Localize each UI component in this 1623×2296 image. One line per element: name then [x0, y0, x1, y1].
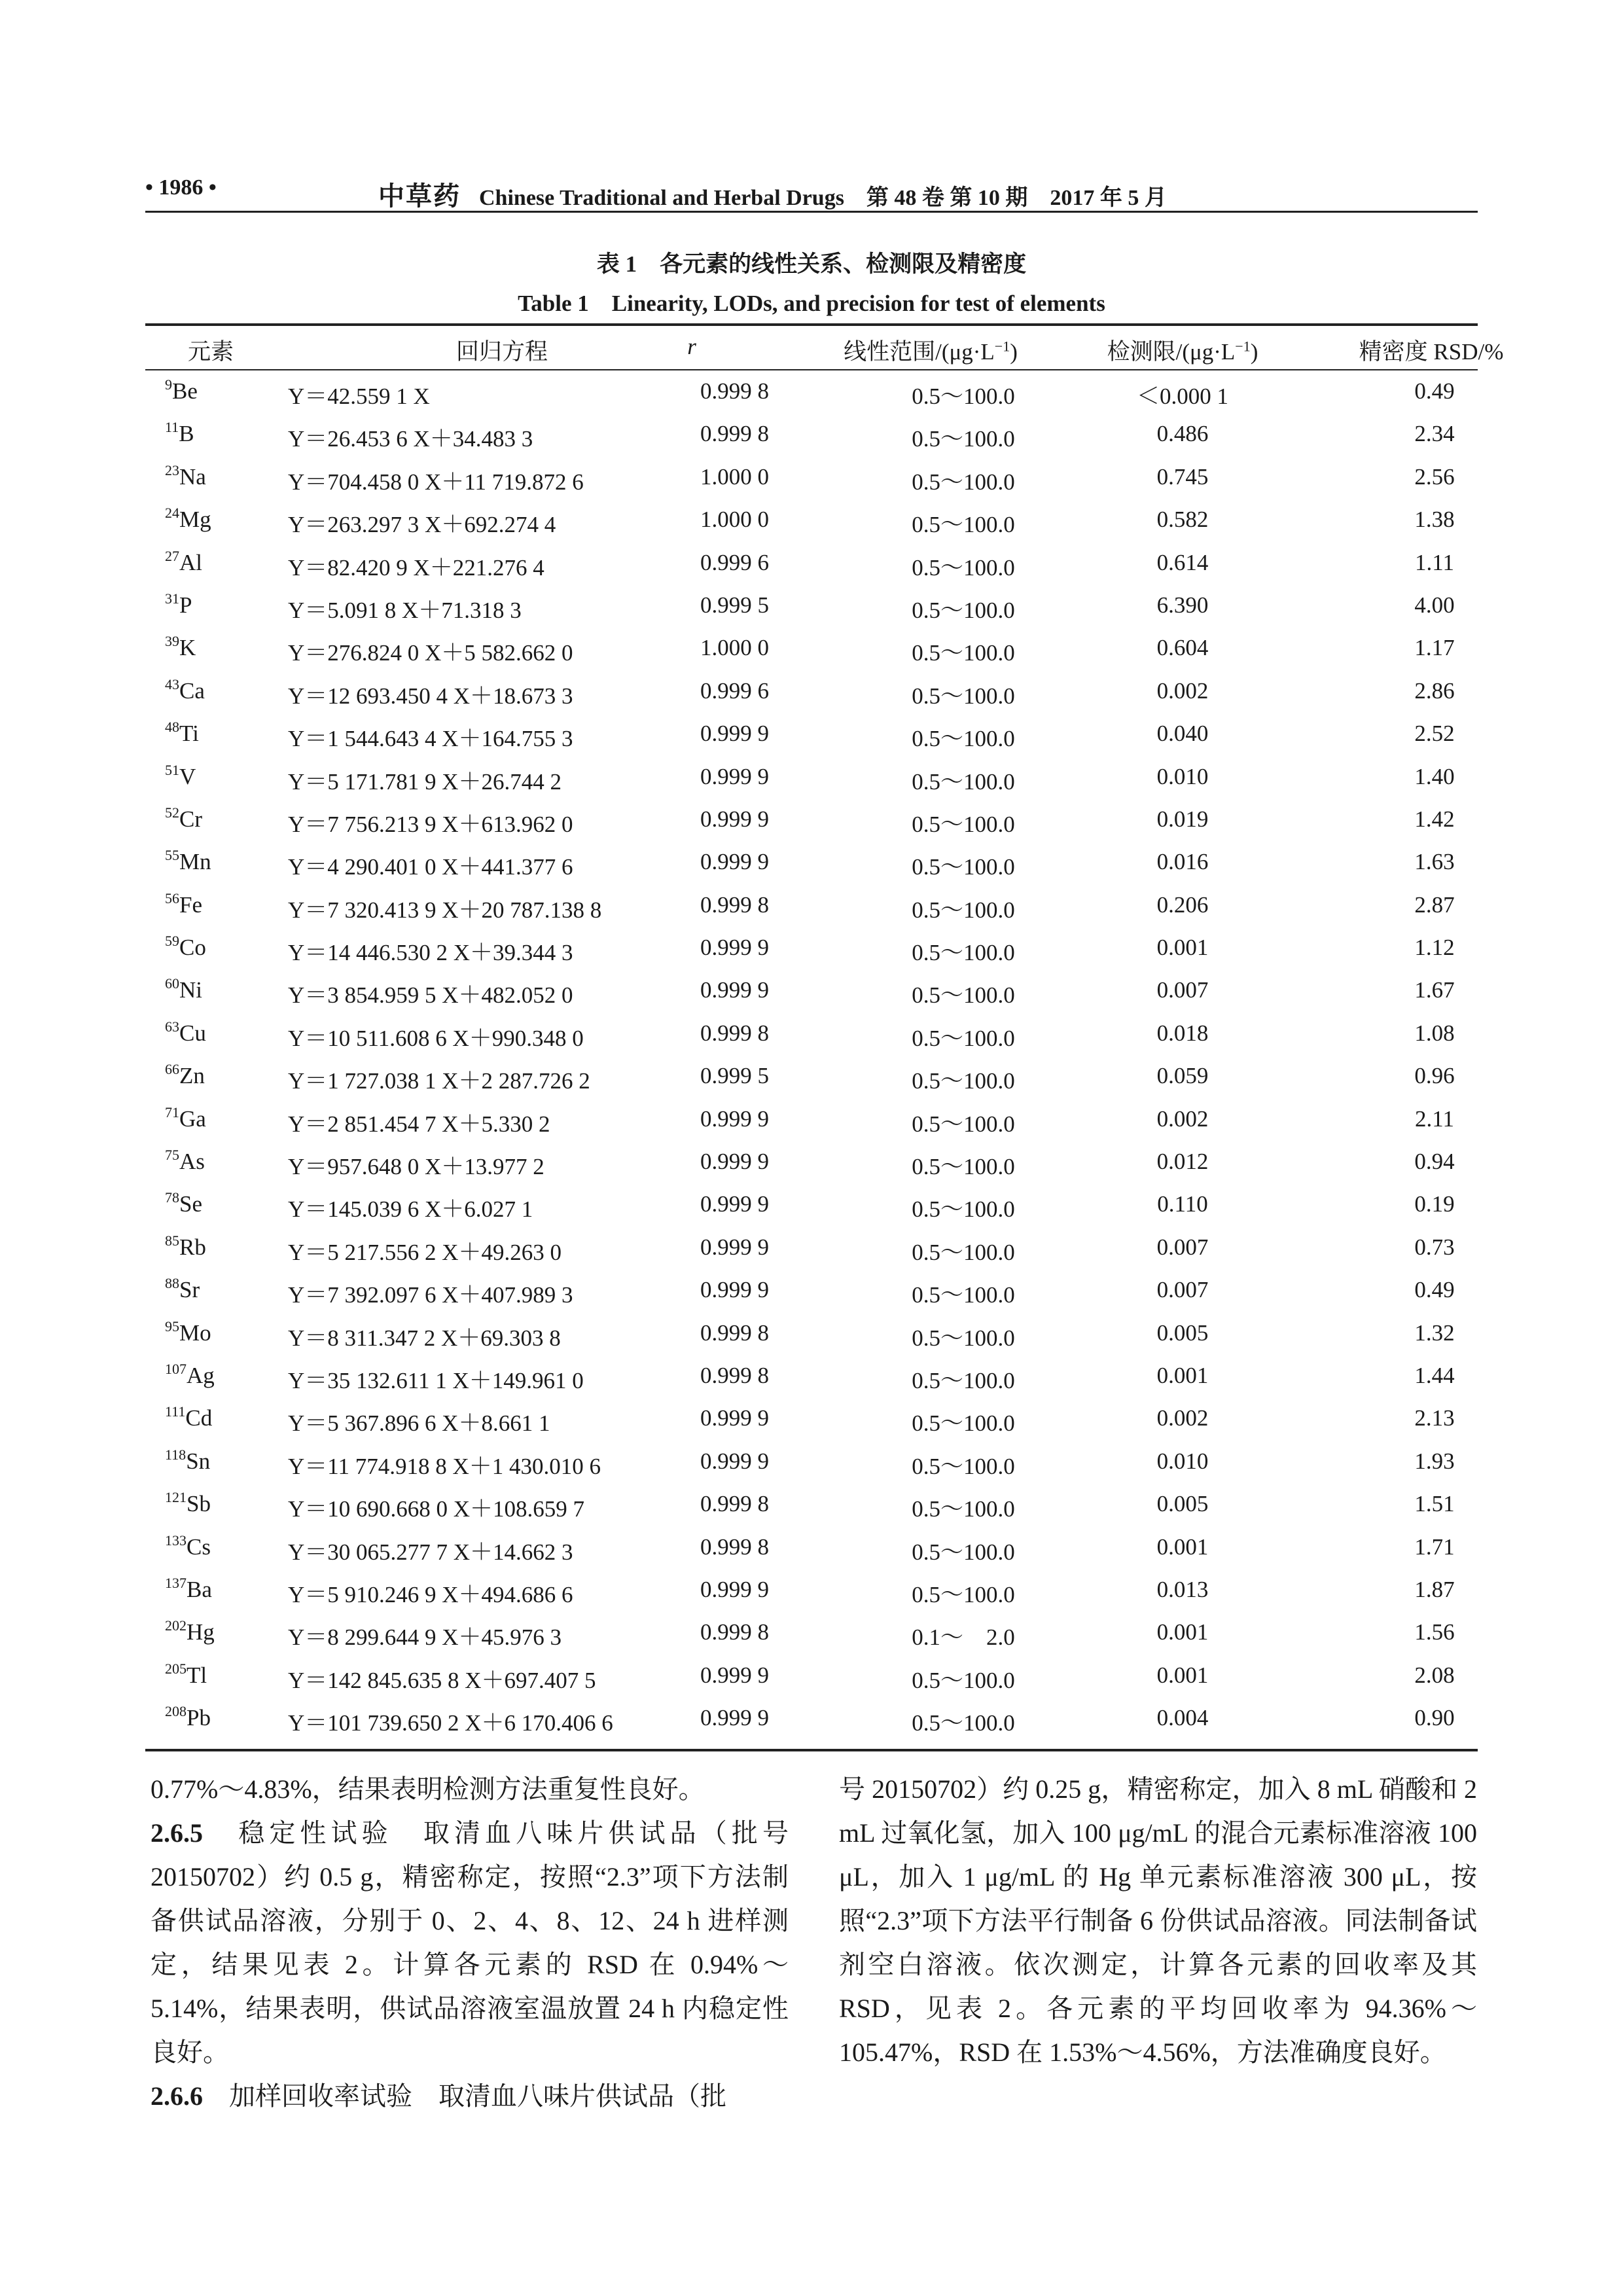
cell-equation: Y＝5.091 8 X＋71.318 3 — [288, 597, 522, 623]
cell-r: 0.999 8 — [700, 1534, 769, 1560]
cell-equation: Y＝42.559 1 X — [288, 384, 430, 409]
cell-equation: Y＝1 544.643 4 X＋164.755 3 — [288, 726, 573, 752]
cell-element: $^{88}$Sr — [165, 1275, 200, 1303]
cell-element: $^{56}$Fe — [165, 889, 202, 918]
cell-rsd: 0.90 — [1414, 1705, 1455, 1731]
table-row — [145, 417, 1478, 459]
cell-r: 0.999 9 — [700, 1191, 769, 1217]
table-row — [145, 888, 1478, 931]
cell-rsd: 1.71 — [1414, 1534, 1455, 1560]
cell-rsd: 0.96 — [1414, 1063, 1455, 1089]
cell-lod: 0.604 — [1156, 635, 1209, 661]
paragraph: 加样回收率试验 取清血八味片供试品（批 — [203, 2081, 726, 2111]
section-number: 2.6.6 — [151, 2081, 203, 2111]
cell-range: 0.5～100.0 — [912, 1196, 1015, 1223]
cell-element: $^{60}$Ni — [165, 975, 202, 1003]
cell-rsd: 0.94 — [1414, 1149, 1455, 1175]
cell-lod: 0.010 — [1156, 763, 1209, 789]
section-2-6-5 — [151, 1811, 789, 2074]
cell-r: 0.999 9 — [700, 977, 769, 1003]
cell-r: 0.999 9 — [700, 1705, 769, 1731]
cell-rsd: 1.08 — [1414, 1020, 1455, 1046]
cell-lod: 0.005 — [1156, 1491, 1209, 1517]
cell-element: $^{118}$Sn — [165, 1446, 211, 1474]
cell-element: $^{208}$Pb — [165, 1703, 211, 1731]
cell-range: 0.5～100.0 — [912, 1710, 1015, 1736]
cell-r: 0.999 8 — [700, 1362, 769, 1388]
table-row — [145, 1187, 1478, 1230]
cell-equation: Y＝82.420 9 X＋221.276 4 — [288, 554, 544, 581]
cell-rsd: 1.40 — [1414, 763, 1455, 789]
cell-range: 0.5～100.0 — [912, 811, 1015, 837]
body-column-right — [839, 1767, 1477, 2074]
cell-range: 0.5～100.0 — [912, 1667, 1015, 1693]
cell-equation: Y＝12 693.450 4 X＋18.673 3 — [288, 683, 573, 709]
cell-range: 0.5～100.0 — [912, 1282, 1015, 1308]
cell-rsd: 2.11 — [1415, 1105, 1454, 1132]
page-number: • 1986 • — [145, 175, 217, 200]
cell-rsd: 1.42 — [1414, 806, 1455, 832]
cell-r: 0.999 9 — [700, 1448, 769, 1474]
cell-lod: 0.110 — [1157, 1191, 1208, 1217]
cell-lod: 0.002 — [1156, 1105, 1209, 1132]
journal-title — [378, 175, 1167, 213]
cell-equation: Y＝7 320.413 9 X＋20 787.138 8 — [288, 897, 602, 923]
header-r: r — [687, 334, 696, 359]
cell-element: $^{59}$Co — [165, 933, 206, 961]
table-row — [145, 588, 1478, 631]
cell-range: 0.5～100.0 — [912, 1453, 1015, 1479]
cell-equation: Y＝3 854.959 5 X＋482.052 0 — [288, 982, 573, 1009]
cell-lod: ＜0.000 1 — [1136, 384, 1228, 409]
table-row — [145, 760, 1478, 802]
table-row — [145, 802, 1478, 845]
table-row — [145, 1145, 1478, 1187]
cell-lod: 0.001 — [1156, 1619, 1209, 1645]
cell-element: $^{75}$As — [165, 1147, 205, 1175]
table-top-rule — [145, 323, 1478, 326]
cell-lod: 0.012 — [1156, 1149, 1209, 1175]
cell-r: 0.999 8 — [700, 421, 769, 447]
header-element: 元素 — [187, 339, 234, 365]
table-row — [145, 460, 1478, 503]
cell-equation: Y＝276.824 0 X＋5 582.662 0 — [288, 640, 573, 666]
table-row — [145, 931, 1478, 973]
body-column-left — [151, 1767, 789, 2118]
cell-lod: 0.013 — [1156, 1576, 1209, 1602]
cell-range: 0.5～100.0 — [912, 1581, 1015, 1607]
cell-range: 0.5～100.0 — [912, 1410, 1015, 1437]
cell-element: $^{39}$K — [165, 633, 196, 661]
table-caption-cn: 表 1 各元素的线性关系、检测限及精密度 — [596, 251, 1027, 277]
cell-r: 0.999 9 — [700, 806, 769, 832]
cell-equation: Y＝5 171.781 9 X＋26.744 2 — [288, 768, 562, 795]
cell-element: $^{107}$Ag — [165, 1360, 215, 1388]
cell-r: 0.999 8 — [700, 1619, 769, 1645]
table-bottom-rule — [145, 1749, 1478, 1751]
cell-range: 0.5～100.0 — [912, 1154, 1015, 1180]
cell-range: 0.5～100.0 — [912, 897, 1015, 923]
cell-range: 0.5～100.0 — [912, 554, 1015, 581]
cell-r: 0.999 8 — [700, 378, 769, 404]
cell-range: 0.5～100.0 — [912, 1367, 1015, 1393]
cell-element: $^{202}$Hg — [165, 1617, 215, 1645]
header-rule — [145, 211, 1478, 213]
cell-lod: 0.019 — [1156, 806, 1209, 832]
table-row — [145, 503, 1478, 545]
table-row — [145, 1659, 1478, 1701]
cell-lod: 0.002 — [1156, 677, 1209, 704]
cell-r: 0.999 9 — [700, 935, 769, 961]
journal-info: Chinese Traditional and Herbal Drugs 第 48 卷 第 10 期 2017 年 5 月 — [479, 186, 1167, 210]
cell-r: 0.999 6 — [700, 549, 769, 575]
cell-equation: Y＝30 065.277 7 X＋14.662 3 — [288, 1539, 573, 1565]
cell-range: 0.5～100.0 — [912, 512, 1015, 538]
cell-equation: Y＝2 851.454 7 X＋5.330 2 — [288, 1111, 550, 1137]
cell-equation: Y＝10 690.668 0 X＋108.659 7 — [288, 1496, 585, 1522]
table-row — [145, 374, 1478, 417]
cell-range: 0.5～100.0 — [912, 854, 1015, 880]
section-2-6-6 — [151, 2074, 789, 2118]
cell-lod: 0.007 — [1156, 1277, 1209, 1303]
cell-rsd: 0.19 — [1414, 1191, 1455, 1217]
cell-lod: 0.016 — [1156, 849, 1209, 875]
section-number: 2.6.5 — [151, 1818, 203, 1848]
cell-rsd: 2.08 — [1414, 1662, 1455, 1688]
cell-lod: 0.040 — [1156, 721, 1209, 747]
table-row — [145, 1230, 1478, 1273]
cell-rsd: 2.87 — [1414, 891, 1455, 918]
table-row — [145, 1102, 1478, 1145]
table-row — [145, 1615, 1478, 1658]
cell-rsd: 2.34 — [1414, 421, 1455, 447]
table-row — [145, 973, 1478, 1016]
table-row — [145, 1530, 1478, 1573]
cell-element: $^{24}$Mg — [165, 505, 211, 533]
cell-lod: 0.004 — [1156, 1705, 1209, 1731]
cell-lod: 0.010 — [1156, 1448, 1209, 1474]
cell-equation: Y＝10 511.608 6 X＋990.348 0 — [288, 1025, 584, 1051]
cell-lod: 0.005 — [1156, 1319, 1209, 1346]
cell-equation: Y＝8 311.347 2 X＋69.303 8 — [288, 1325, 561, 1351]
cell-element: $^{137}$Ba — [165, 1574, 212, 1602]
cell-element: $^{23}$Na — [165, 461, 206, 490]
cell-r: 0.999 8 — [700, 891, 769, 918]
cell-element: $^{133}$Cs — [165, 1532, 211, 1560]
cell-rsd: 1.93 — [1414, 1448, 1455, 1474]
cell-element: $^{66}$Zn — [165, 1061, 205, 1089]
cell-lod: 0.001 — [1156, 1362, 1209, 1388]
cell-r: 1.000 0 — [700, 507, 769, 533]
cell-element: $^{78}$Se — [165, 1189, 202, 1217]
cell-r: 0.999 9 — [700, 1105, 769, 1132]
cell-range: 0.5～100.0 — [912, 683, 1015, 709]
cell-r: 0.999 9 — [700, 1576, 769, 1602]
cell-rsd: 1.56 — [1414, 1619, 1455, 1645]
table-row — [145, 1573, 1478, 1615]
cell-rsd: 2.13 — [1414, 1405, 1455, 1431]
cell-rsd: 1.87 — [1414, 1576, 1455, 1602]
cell-r: 0.999 5 — [700, 1063, 769, 1089]
header-rsd: 精密度 RSD/% — [1359, 339, 1504, 365]
cell-lod: 6.390 — [1156, 592, 1209, 618]
page-header — [145, 175, 1478, 212]
cell-equation: Y＝26.453 6 X＋34.483 3 — [288, 426, 533, 452]
table-row — [145, 1059, 1478, 1102]
cell-r: 0.999 9 — [700, 1149, 769, 1175]
cell-element: $^{31}$P — [165, 590, 192, 618]
cell-r: 0.999 9 — [700, 1234, 769, 1260]
cell-element: $^{111}$Cd — [165, 1403, 213, 1431]
table-row — [145, 1444, 1478, 1487]
cell-r: 1.000 0 — [700, 463, 769, 490]
cell-range: 0.5～100.0 — [912, 469, 1015, 495]
cell-r: 1.000 0 — [700, 635, 769, 661]
cell-element: $^{63}$Cu — [165, 1018, 206, 1046]
table-row — [145, 845, 1478, 888]
cell-rsd: 1.17 — [1414, 635, 1455, 661]
table-row — [145, 1273, 1478, 1316]
journal-logo-cn: 中草药 — [378, 181, 461, 211]
table-caption-en: Table 1 Linearity, LODs, and precision for test of elements — [518, 291, 1105, 316]
cell-element: $^{52}$Cr — [165, 804, 202, 832]
cell-range: 0.5～100.0 — [912, 597, 1015, 623]
cell-rsd: 0.49 — [1414, 1277, 1455, 1303]
cell-range: 0.5～100.0 — [912, 940, 1015, 966]
cell-equation: Y＝704.458 0 X＋11 719.872 6 — [288, 469, 584, 495]
cell-range: 0.5～100.0 — [912, 1539, 1015, 1565]
cell-range: 0.5～100.0 — [912, 1025, 1015, 1051]
cell-element: $^{27}$Al — [165, 547, 202, 575]
cell-lod: 0.582 — [1156, 507, 1209, 533]
cell-r: 0.999 8 — [700, 1491, 769, 1517]
table-header-rule — [145, 369, 1478, 370]
cell-r: 0.999 8 — [700, 1319, 769, 1346]
cell-equation: Y＝4 290.401 0 X＋441.377 6 — [288, 854, 573, 880]
cell-element: $^{71}$Ga — [165, 1103, 206, 1132]
header-lod: 检测限$/(\mu g\cdot L^{-1})$ — [1107, 338, 1258, 365]
cell-equation: Y＝263.297 3 X＋692.274 4 — [288, 512, 556, 538]
cell-lod: 0.018 — [1156, 1020, 1209, 1046]
cell-lod: 0.206 — [1156, 891, 1209, 918]
cell-r: 0.999 6 — [700, 677, 769, 704]
cell-r: 0.999 9 — [700, 1405, 769, 1431]
cell-equation: Y＝957.648 0 X＋13.977 2 — [288, 1154, 544, 1180]
cell-range: 0.5～100.0 — [912, 1068, 1015, 1094]
table-row — [145, 1487, 1478, 1530]
cell-lod: 0.486 — [1156, 421, 1209, 447]
cell-range: 0.5～100.0 — [912, 640, 1015, 666]
cell-equation: Y＝142 845.635 8 X＋697.407 5 — [288, 1667, 596, 1693]
cell-element: $^{43}$Ca — [165, 675, 205, 704]
cell-element: $^{51}$V — [165, 761, 196, 789]
table-body — [145, 374, 1478, 1744]
paragraph: 0.77%～4.83%，结果表明检测方法重复性良好。 — [151, 1774, 705, 1804]
paragraph: 稳定性试验 取清血八味片供试品（批号 20150702）约 0.5 g，精密称定，按照“2.3”项下方法制备供试品溶液，分别于 0、2、4、8、12、24 h 进样测定，结果见表 2。计算各元素的 RSD 在 0.94%～5.14%，结果表明，供试品溶液室温放置 24 h 内稳定性良好。 — [151, 1818, 789, 2067]
cell-range: 0.5～100.0 — [912, 1496, 1015, 1522]
cell-lod: 0.059 — [1156, 1063, 1209, 1089]
cell-rsd: 1.12 — [1414, 935, 1455, 961]
cell-range: 0.5～100.0 — [912, 726, 1015, 752]
cell-rsd: 2.56 — [1414, 463, 1455, 490]
cell-r: 0.999 9 — [700, 721, 769, 747]
cell-equation: Y＝1 727.038 1 X＋2 287.726 2 — [288, 1068, 590, 1094]
cell-range: 0.5～100.0 — [912, 982, 1015, 1009]
cell-r: 0.999 9 — [700, 1277, 769, 1303]
cell-element: $^{121}$Sb — [165, 1489, 211, 1517]
cell-range: 0.5～100.0 — [912, 384, 1015, 409]
cell-lod: 0.007 — [1156, 977, 1209, 1003]
cell-range: 0.5～100.0 — [912, 1111, 1015, 1137]
cell-r: 0.999 5 — [700, 592, 769, 618]
cell-element: $^{11}$B — [165, 419, 194, 447]
cell-range: 0.5～100.0 — [912, 426, 1015, 452]
table-row — [145, 1701, 1478, 1744]
cell-element: $^{48}$Ti — [165, 719, 199, 747]
cell-lod: 0.007 — [1156, 1234, 1209, 1260]
cell-equation: Y＝101 739.650 2 X＋6 170.406 6 — [288, 1710, 613, 1736]
cell-rsd: 1.67 — [1414, 977, 1455, 1003]
cell-lod: 0.745 — [1156, 463, 1209, 490]
cell-lod: 0.001 — [1156, 1662, 1209, 1688]
cell-equation: Y＝8 299.644 9 X＋45.976 3 — [288, 1624, 562, 1651]
table-row — [145, 546, 1478, 588]
cell-range: 0.1～ 2.0 — [912, 1624, 1015, 1651]
cell-equation: Y＝5 910.246 9 X＋494.686 6 — [288, 1581, 573, 1607]
cell-equation: Y＝5 367.896 6 X＋8.661 1 — [288, 1410, 550, 1437]
table-row — [145, 631, 1478, 673]
cell-rsd: 2.52 — [1414, 721, 1455, 747]
cell-equation: Y＝5 217.556 2 X＋49.263 0 — [288, 1239, 562, 1265]
cell-range: 0.5～100.0 — [912, 1325, 1015, 1351]
cell-range: 0.5～100.0 — [912, 1239, 1015, 1265]
cell-element: $^{55}$Mn — [165, 847, 211, 875]
table-header — [145, 329, 1504, 368]
cell-r: 0.999 9 — [700, 1662, 769, 1688]
cell-r: 0.999 9 — [700, 849, 769, 875]
cell-lod: 0.002 — [1156, 1405, 1209, 1431]
table-row — [145, 717, 1478, 759]
header-range: 线性范围$/(\mu g\cdot L^{-1})$ — [844, 338, 1018, 365]
cell-rsd: 0.49 — [1414, 378, 1455, 404]
cell-rsd: 1.44 — [1414, 1362, 1455, 1388]
cell-rsd: 1.38 — [1414, 507, 1455, 533]
header-equation: 回归方程 — [455, 339, 548, 365]
cell-rsd: 1.51 — [1414, 1491, 1455, 1517]
cell-rsd: 1.63 — [1414, 849, 1455, 875]
cell-equation: Y＝35 132.611 1 X＋149.961 0 — [288, 1367, 584, 1393]
paragraph: 号 20150702）约 0.25 g，精密称定，加入 8 mL 硝酸和 2 mL 过氧化氢，加入 100 μg/mL 的混合元素标准溶液 100 μL，加入 1 μg/mL 的 Hg 单元素标准溶液 300 μL，按照“2.3”项下方法平行制备 6 份供试品溶液。同法制备试剂空白溶液。依次测定，计算各元素的回收率及其 RSD，见表 2。各元素的平均回收率为 94.36%～105.47%，RSD 在 1.53%～4.56%，方法准确度良好。 — [839, 1774, 1477, 2067]
cell-equation: Y＝11 774.918 8 X＋1 430.010 6 — [288, 1453, 601, 1479]
cell-rsd: 4.00 — [1414, 592, 1455, 618]
cell-element: $^{95}$Mo — [165, 1318, 211, 1346]
table-row — [145, 1316, 1478, 1359]
cell-equation: Y＝7 392.097 6 X＋407.989 3 — [288, 1282, 573, 1308]
cell-rsd: 0.73 — [1414, 1234, 1455, 1260]
cell-r: 0.999 8 — [700, 1020, 769, 1046]
table-row — [145, 1401, 1478, 1444]
cell-equation: Y＝14 446.530 2 X＋39.344 3 — [288, 940, 573, 966]
cell-r: 0.999 9 — [700, 763, 769, 789]
cell-range: 0.5～100.0 — [912, 768, 1015, 795]
cell-rsd: 1.11 — [1415, 549, 1454, 575]
cell-equation: Y＝145.039 6 X＋6.027 1 — [288, 1196, 533, 1223]
cell-rsd: 1.32 — [1414, 1319, 1455, 1346]
cell-lod: 0.614 — [1156, 549, 1209, 575]
cell-lod: 0.001 — [1156, 1534, 1209, 1560]
cell-rsd: 2.86 — [1414, 677, 1455, 704]
cell-equation: Y＝7 756.213 9 X＋613.962 0 — [288, 811, 573, 837]
table-row — [145, 674, 1478, 717]
table-row — [145, 1016, 1478, 1059]
cell-element: $^{85}$Rb — [165, 1232, 206, 1260]
cell-element: $^{205}$Tl — [165, 1660, 207, 1688]
table-row — [145, 1359, 1478, 1401]
cell-lod: 0.001 — [1156, 935, 1209, 961]
cell-element: $^9$Be — [165, 376, 198, 404]
